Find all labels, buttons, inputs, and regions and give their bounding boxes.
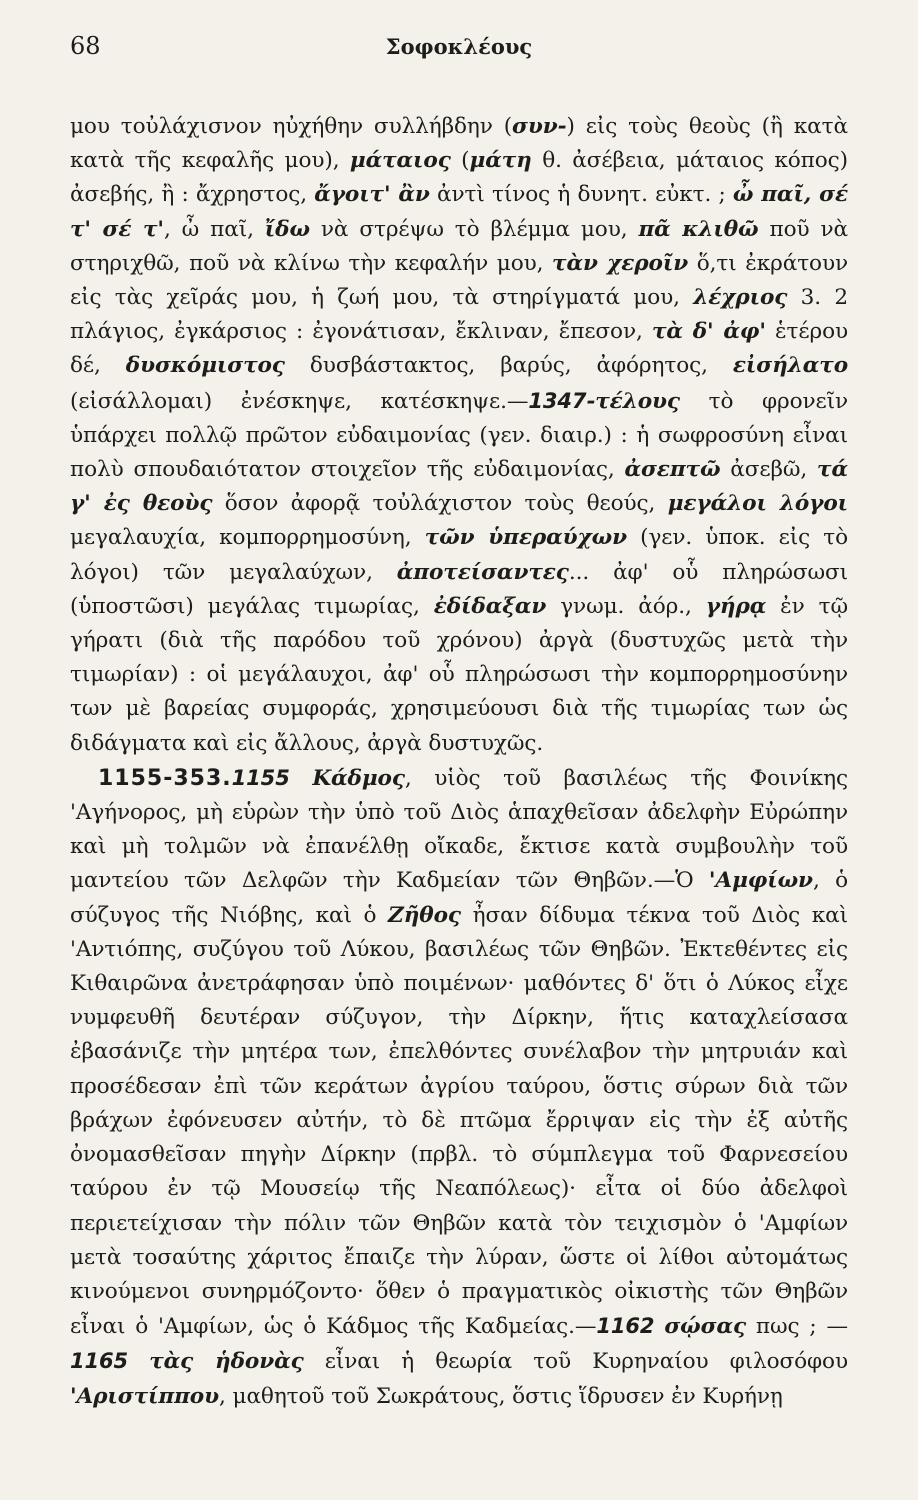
lemma-term: σῴσας [664, 1314, 747, 1340]
text-run: ὅ,τι ἐκράτουν εἰς τὰς χεῖράς μου, ἡ ζωή μου, τὰ στηρίγματά μου, [70, 250, 848, 311]
lemma-term: γήρᾳ [705, 593, 767, 619]
page-number: 68 [70, 32, 101, 60]
text-run: ἀσεβῶ, [720, 457, 818, 483]
text-run: τὸ φρονεῖν ὑπάρχει πολλῷ πρῶτον εὐδαιμονίας (γεν. διαιρ.) : ἡ σωφροσύνη εἶναι πολὺ σπουδαιότατον στοιχεῖον τῆς εὐδαιμονίας, [70, 388, 848, 483]
lemma-term: λέχριος [693, 285, 788, 311]
lemma-term: τὰ δ' ἀφ' [651, 319, 766, 345]
text-run [654, 1314, 664, 1339]
commentary-paragraph [70, 761, 848, 1414]
text-run: ποῦ νὰ στηριχθῶ, ποῦ νὰ κλίνω τὴν κεφαλήν μου, [70, 216, 848, 276]
lemma-term: μάτη [469, 148, 532, 174]
text-run: , υἱὸς τοῦ βασιλέως τῆς Φοινίκης 'Αγήνορος, μὴ εὑρὼν τὴν ὑπὸ τοῦ Διὸς ἁπαχθεῖσαν ἀδελφὴν Εὐρώπην καὶ μὴ τολμῶν νὰ ἐπανέλθῃ οἴκαδε, ἔκτισε κατὰ συμβουλὴν τοῦ μαντείου τῶν Δελφῶν τὴν Καδμείαν τῶν Θηβῶν.—Ὁ [70, 765, 848, 894]
text-run: γνωμ. ἀόρ., [546, 593, 706, 619]
text-run: δυσβάστακτος, βαρύς, ἀφόρητος, [284, 353, 733, 379]
text-run: ἀντὶ τίνος ἡ δυνητ. εὐκτ. ; [429, 182, 733, 208]
lemma-term: πᾶ κλιθῶ [638, 216, 759, 242]
line-number: 1347 [528, 388, 587, 413]
text-run: , ὦ παῖ, [163, 216, 265, 242]
commentary-body [70, 110, 848, 1414]
line-number: 1165 [70, 1349, 129, 1374]
text-run: ἦσαν δίδυμα τέκνα τοῦ Διὸς καὶ 'Αντιόπης, συζύγου τοῦ Λύκου, βασιλέως τῶν Θηβῶν. Ἐκτεθέντες εἰς Κιθαιρῶνα ἀνετράφησαν ὑπὸ ποιμένων· μαθόντες δ' ὅτι ὁ Λύκος εἶχε νυμφευθῆ δευτέραν σύζυγον, τὴν Δίρκην, ἥτις καταχλείσασα ἐβασάνιζε τὴν μητέρα των, ἐπελθόντες συνέλαβον τὴν μητρυιάν καὶ προσέδεσαν ἐπὶ τῶν κεράτων ἀγρίου ταύρου, ὅστις σύρων διὰ τῶν βράχων ἐφόνευσεν αὐτήν, τὸ δὲ πτῶμα ἔρριψαν εἰς τὴν ἐξ αὐτῆς ὀνομασθεῖσαν πηγὴν Δίρκην (πρβλ. τὸ σύμπλεγμα τοῦ Φαρνεσείου ταύρου ἐν τῷ Μουσείῳ τῆς Νεαπόλεως)· εἶτα οἱ δύο ἀδελφοὶ περιετείχισαν τὴν πόλιν τῶν Θηβῶν κατὰ τὸν τειχισμὸν ὁ 'Αμφίων μετὰ τοσαύτης χάριτος ἔπαιζε τὴν λύραν, ὥστε οἱ λίθοι αὐτομάτως κινούμενοι συνηρμόζοντο· ὅθεν ὁ πραγματικὸς οἰκιστὴς τῶν Θηβῶν εἶναι ὁ 'Αμφίων, ὡς ὁ Κάδμος τῆς Καδμείας.— [70, 902, 848, 1340]
text-run: ... ἀφ' οὗ πληρώσωσι (ὑποστῶσι) μεγάλας τιμωρίας, [70, 559, 848, 619]
text-run: πως ; — [746, 1314, 848, 1340]
line-number: 1155 [231, 765, 290, 790]
lemma-term: -τέλους [586, 388, 680, 414]
text-run: θ. ἀσέβεια, μάταιος κόπος) ἀσεβής, ἢ : ἄχρηστος, [70, 148, 848, 208]
lemma-term: Ζῆθος [388, 902, 461, 928]
lemma-term: 'Αμφίων [708, 868, 813, 894]
text-run: εἶναι ἡ θεωρία τοῦ Κυρηναίου φιλοσόφου [303, 1349, 848, 1375]
text-run: ἑτέρου δέ, [70, 319, 848, 379]
lemma-term: Κάδμος [312, 765, 405, 791]
text-run: , ὁ σύζυγος τῆς Νιόβης, καὶ ὁ [70, 868, 848, 928]
text-run: νὰ στρέψω τὸ βλέμμα μου, [309, 216, 639, 242]
lemma-term: ἴδω [264, 216, 310, 242]
text-run [290, 766, 313, 791]
lemma-term: ἄγοιτ' ἂν [314, 182, 430, 208]
lemma-term: συν- [512, 114, 567, 139]
text-run: (εἰσάλλομαι) ἐνέσκηψε, κατέσκηψε.— [70, 388, 529, 414]
commentary-paragraph [70, 110, 848, 761]
text-run: , μαθητοῦ τοῦ Σωκράτους, ὅστις ἵδρυσεν ἐν Κυρήνῃ [218, 1383, 783, 1409]
page-header [70, 26, 848, 70]
lemma-term: τά γ' ἐς θεοὺς [70, 457, 848, 517]
lemma-term: 'Αριστίππου [70, 1383, 219, 1409]
lemma-term: ἐδίδαξαν [433, 593, 547, 619]
lemma-term: μεγάλοι λόγοι [667, 491, 848, 517]
lemma-term: εἰσήλατο [732, 353, 848, 379]
line-number: 1162 [596, 1314, 655, 1339]
lemma-term: τὰν χεροῖν [552, 250, 689, 276]
line-range-heading: 1155-353. [98, 765, 232, 791]
lemma-term: ὦ παῖ, σέ τ' σέ τ' [70, 182, 848, 242]
text-run: ) εἰς τοὺς θεοὺς (ἢ κατὰ κατὰ τῆς κεφαλῆς μου), [70, 114, 848, 174]
lemma-term: ἀσεπτῶ [624, 457, 721, 483]
lemma-term: τῶν ὑπεραύχων [424, 525, 627, 551]
text-run: μου τοὐλάχισνον ηὐχήθην συλλήβδην ( [70, 114, 513, 139]
lemma-term: μάταιος [349, 148, 451, 174]
text-run: 3. 2 πλάγιος, ἐγκάρσιος : ἐγονάτισαν, ἔκλιναν, ἔπεσον, [70, 285, 849, 345]
text-run: ( [450, 148, 470, 174]
text-run: ἐν τῷ γήρατι (διὰ τῆς παρόδου τοῦ χρόνου) ἀργὰ (δυστυχῶς μετὰ τὴν τιμωρίαν) : οἱ μεγάλαυχοι, ἀφ' οὗ πληρώσωσι τὴν κομπορρημοσύνην των μὲ βαρείας συμφοράς, χρησιμεύουσι διὰ τῆς τιμωρίας των ὡς διδάγματα καὶ εἰς ἄλλους, ἀργὰ δυστυχῶς. [70, 593, 848, 756]
text-run: (γεν. ὑποκ. εἰς τὸ λόγοι) τῶν μεγαλαύχων, [70, 525, 848, 585]
text-run [128, 1349, 149, 1374]
text-run: μεγαλαυχία, κομπορρημοσύνη, [70, 525, 425, 551]
running-title: Σοφοκλέους [385, 34, 533, 59]
lemma-term: δυσκόμιστος [125, 353, 285, 379]
lemma-term: ἀποτείσαντες [396, 559, 569, 585]
text-run: ὅσον ἀφορᾷ τοὐλάχιστον τοὺς θεούς, [212, 491, 668, 517]
lemma-term: τὰς ἡδονὰς [149, 1349, 304, 1375]
